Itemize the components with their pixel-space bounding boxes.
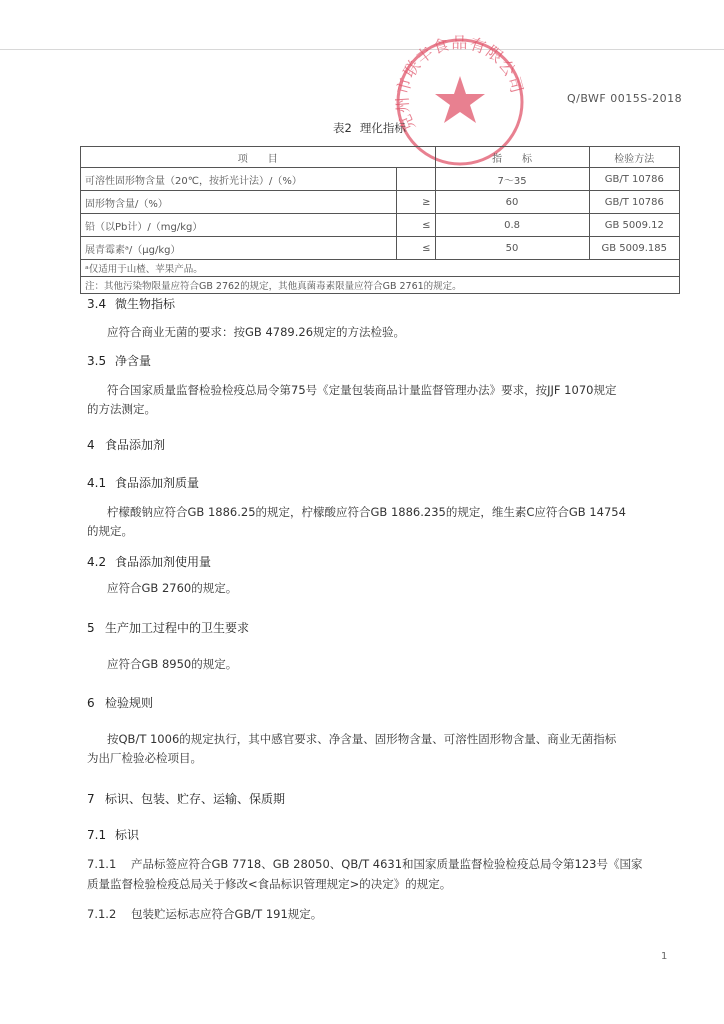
header-rule	[0, 49, 724, 50]
table-row	[81, 237, 680, 260]
row-symbol: ≥	[396, 191, 435, 214]
table-header-item: 项 目	[81, 147, 436, 168]
section-7-1-1-text: 7.1.1 产品标签应符合GB 7718、GB 28050、QB/T 4631和国家质量监督检验检疫总局令第123号《国家	[87, 857, 643, 871]
page-number: 1	[661, 951, 668, 962]
section-3-5-heading: 3.5 净含量	[87, 354, 152, 368]
row-value: 7～35	[435, 168, 589, 191]
svg-text:克州市联丰食品有限公司: 克州市联丰食品有限公司	[392, 33, 527, 135]
table-header-method: 检验方法	[589, 147, 679, 168]
section-3-5-text-cont: 的方法测定。	[87, 402, 156, 416]
table-row	[81, 191, 680, 214]
row-method: GB 5009.185	[589, 237, 679, 260]
section-6-heading: 6 检验规则	[87, 696, 154, 710]
section-3-4-text: 应符合商业无菌的要求：按GB 4789.26规定的方法检验。	[107, 325, 406, 339]
section-6-text: 按QB/T 1006的规定执行，其中感官要求、净含量、固形物含量、可溶性固形物含量、商业无菌指标	[107, 732, 617, 746]
physicochemical-table	[80, 146, 680, 294]
row-method: GB/T 10786	[589, 168, 679, 191]
section-6-text-cont: 为出厂检验必检项目。	[87, 751, 202, 765]
section-4-1-text: 柠檬酸钠应符合GB 1886.25的规定，柠檬酸应符合GB 1886.235的规定，维生素C应符合GB 14754	[107, 505, 626, 519]
row-symbol: ≤	[396, 214, 435, 237]
section-5-heading: 5 生产加工过程中的卫生要求	[87, 621, 250, 635]
row-symbol	[396, 168, 435, 191]
row-item: 铅（以Pb计）/（mg/kg）	[81, 214, 397, 237]
row-item: 可溶性固形物含量（20℃，按折光计法）/（%）	[81, 168, 397, 191]
section-4-1-heading: 4.1 食品添加剂质量	[87, 476, 200, 490]
section-4-2-heading: 4.2 食品添加剂使用量	[87, 555, 212, 569]
table-header-row	[81, 147, 680, 168]
row-item: 固形物含量/（%）	[81, 191, 397, 214]
section-4-1-text-cont: 的规定。	[87, 524, 133, 538]
table-note: 注：其他污染物限量应符合GB 2762的规定，其他真菌毒素限量应符合GB 2761的规定。	[81, 277, 680, 294]
row-method: GB/T 10786	[589, 191, 679, 214]
section-7-1-2-text: 7.1.2 包装贮运标志应符合GB/T 191规定。	[87, 907, 323, 921]
section-4-heading: 4 食品添加剂	[87, 438, 166, 452]
table-row	[81, 214, 680, 237]
row-value: 60	[435, 191, 589, 214]
section-3-4-heading: 3.4 微生物指标	[87, 297, 176, 311]
row-value: 50	[435, 237, 589, 260]
table-caption	[333, 120, 414, 136]
document-number: Q/BWF 0015S-2018	[567, 92, 683, 105]
section-3-5-text: 符合国家质量监督检验检疫总局令第75号《定量包装商品计量监督管理办法》要求，按JJF 1070规定	[107, 383, 617, 397]
table-caption-number: 表2	[333, 121, 352, 135]
section-4-2-text: 应符合GB 2760的规定。	[107, 581, 238, 595]
row-method: GB 5009.12	[589, 214, 679, 237]
row-item: 展青霉素ᵃ/（μg/kg）	[81, 237, 397, 260]
table-caption-title: 理化指标	[359, 121, 406, 135]
section-7-1-heading: 7.1 标识	[87, 828, 140, 842]
row-symbol: ≤	[396, 237, 435, 260]
section-5-text: 应符合GB 8950的规定。	[107, 657, 238, 671]
section-7-1-1-text-cont: 质量监督检验检疫总局关于修改<食品标识管理规定>的决定》的规定。	[87, 877, 452, 891]
table-note-row	[81, 277, 680, 294]
table-footnote-row	[81, 260, 680, 277]
table-row	[81, 168, 680, 191]
table-header-value: 指 标	[435, 147, 589, 168]
table-footnote: ᵃ仅适用于山楂、苹果产品。	[81, 260, 680, 277]
row-value: 0.8	[435, 214, 589, 237]
section-7-heading: 7 标识、包装、贮存、运输、保质期	[87, 792, 286, 806]
